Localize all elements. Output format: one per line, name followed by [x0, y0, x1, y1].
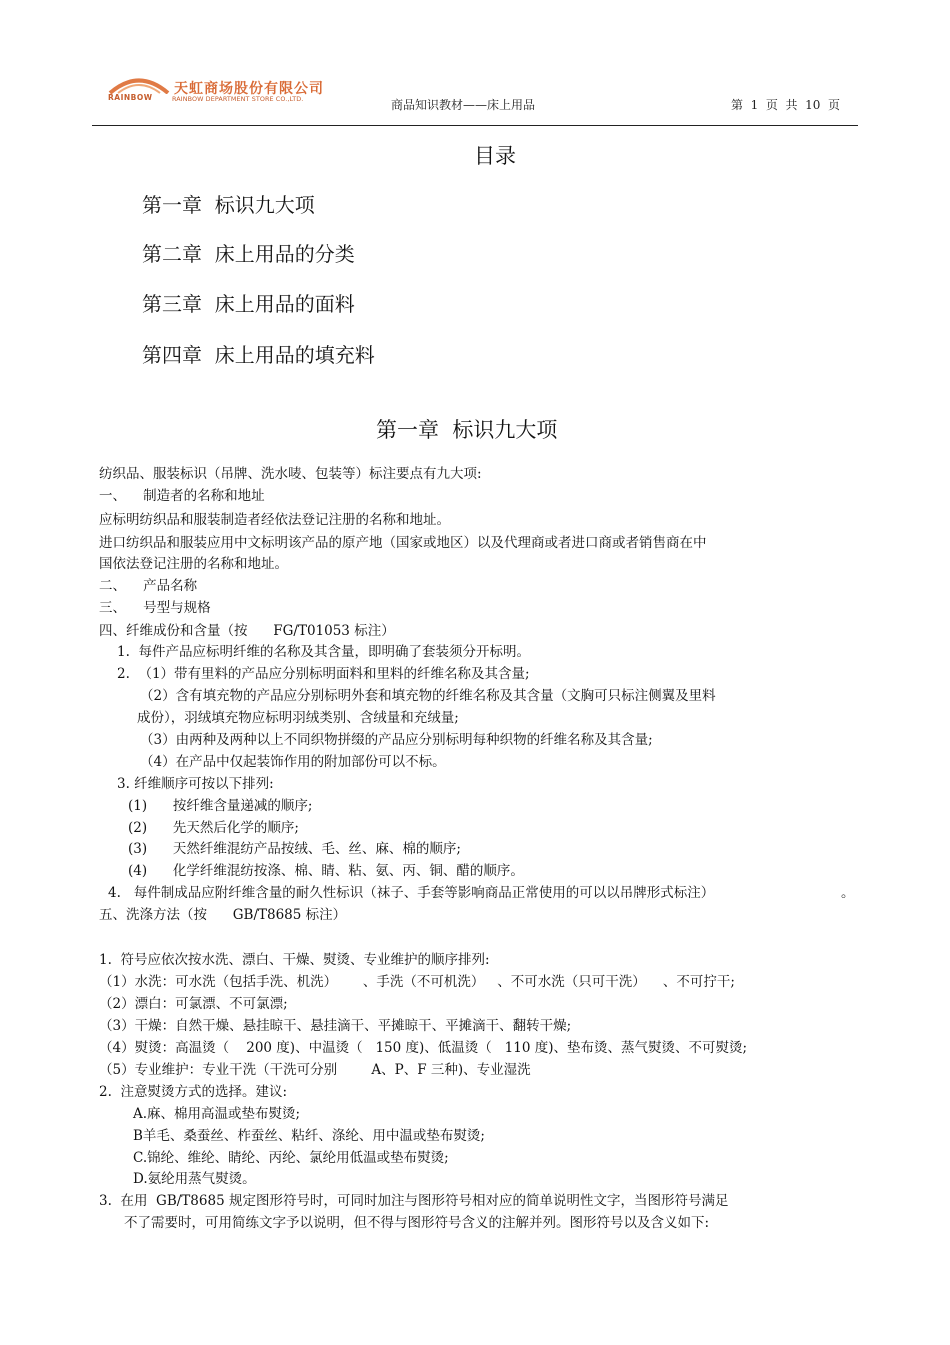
section-heading: 五、洗涤方法（按 GB/T8685 标注）	[99, 907, 347, 923]
list-item: （1）水洗：可水洗（包括手洗、机洗） 、手洗（不可机洗） 、不可水洗（只可干洗） 、不可拧干;	[99, 974, 735, 990]
section-heading: 三、 号型与规格	[99, 600, 211, 616]
list-item: (2) 先天然后化学的顺序;	[128, 820, 299, 836]
toc-item: 第四章 床上用品的填充料	[142, 343, 375, 367]
list-item: 3. 纤维顺序可按以下排列:	[117, 776, 274, 792]
list-item: 2. （1）带有里料的产品应分别标明面料和里料的纤维名称及其含量;	[117, 666, 530, 682]
list-item: A.麻、棉用高温或垫布熨烫;	[133, 1106, 301, 1122]
body-line: 进口纺织品和服装应用中文标明该产品的原产地（国家或地区）以及代理商或者进口商或者销售商在中	[99, 535, 707, 551]
list-item: （5）专业维护：专业干洗（干洗可分别 A、P、F 三种)、专业湿洗	[99, 1062, 531, 1078]
rainbow-arc-icon	[106, 74, 172, 94]
list-item: (4) 化学纤维混纺按涤、棉、睛、粘、氨、丙、铜、醋的顺序。	[128, 863, 524, 879]
header-divider	[92, 125, 858, 126]
trailing-period: 。	[841, 885, 855, 901]
list-item: （2）漂白：可氯漂、不可氯漂;	[99, 996, 288, 1012]
logo-company-name-cn: 天虹商场股份有限公司	[174, 81, 324, 97]
section-heading: 二、 产品名称	[99, 578, 198, 594]
list-item: （4）在产品中仅起装饰作用的附加部份可以不标。	[140, 754, 446, 770]
chapter-title: 第一章 标识九大项	[376, 418, 558, 442]
toc-item: 第二章 床上用品的分类	[142, 242, 355, 266]
list-item: （3）干燥：自然干燥、悬挂晾干、悬挂滴干、平摊晾干、平摊滴干、翻转干燥;	[99, 1018, 572, 1034]
list-item: 1. 每件产品应标明纤维的名称及其含量，即明确了套装须分开标明。	[117, 644, 530, 660]
toc-item: 第三章 床上用品的面料	[142, 292, 355, 316]
toc-item: 第一章 标识九大项	[142, 193, 315, 217]
body-line: 纺织品、服装标识（吊牌、洗水唛、包装等）标注要点有九大项:	[99, 466, 482, 482]
list-item: (3) 天然纤维混纺产品按绒、毛、丝、麻、棉的顺序;	[128, 841, 461, 857]
list-item: 2. 注意熨烫方式的选择。建议:	[99, 1084, 288, 1100]
list-item: 1. 符号应依次按水洗、漂白、干燥、熨烫、专业维护的顺序排列:	[99, 952, 490, 968]
list-item: （3）由两种及两种以上不同织物拼缀的产品应分别标明每种织物的纤维名称及其含量;	[140, 732, 653, 748]
logo-company-name-en: RAINBOW DEPARTMENT STORE CO.,LTD.	[172, 95, 304, 103]
list-item: 成份），羽绒填充物应标明羽绒类别、含绒量和充绒量;	[137, 710, 459, 726]
body-line: 国依法登记注册的名称和地址。	[99, 556, 288, 572]
page-number: 第 1 页 共 10 页	[731, 98, 841, 112]
list-item: 3. 在用 GB/T8685 规定图形符号时，可同时加注与图形符号相对应的简单说明性文字，当图形符号满足	[99, 1193, 729, 1209]
list-item: (1) 按纤维含量递减的顺序;	[128, 798, 313, 814]
logo-brand-en: RAINBOW	[108, 93, 153, 102]
list-item: D.氨纶用蒸气熨烫。	[133, 1171, 256, 1187]
list-item: C.锦纶、维纶、睛纶、丙纶、氯纶用低温或垫布熨烫;	[133, 1150, 449, 1166]
section-heading: 四、纤维成份和含量（按 FG/T01053 标注）	[99, 623, 395, 639]
list-item: 不了需要时，可用简练文字予以说明，但不得与图形符号含义的注解并列。图形符号以及含义如下:	[124, 1215, 710, 1231]
doc-title: 商品知识教材——床上用品	[391, 98, 536, 112]
body-line: 应标明纺织品和服装制造者经依法登记注册的名称和地址。	[99, 512, 450, 528]
list-item: 4. 每件制成品应附纤维含量的耐久性标识（袜子、手套等影响商品正常使用的可以以吊牌形式标注）	[108, 885, 715, 901]
list-item: （2）含有填充物的产品应分别标明外套和填充物的纤维名称及其含量（文胸可只标注侧翼及里料	[140, 688, 716, 704]
list-item: （4）熨烫：高温烫（ 200 度)、中温烫（ 150 度)、低温烫（ 110 度)、垫布烫、蒸气熨烫、不可熨烫;	[99, 1040, 748, 1056]
company-logo	[104, 74, 344, 108]
toc-title: 目录	[474, 144, 516, 168]
list-item: B羊毛、桑蚕丝、柞蚕丝、粘纤、涤纶、用中温或垫布熨烫;	[133, 1128, 485, 1144]
section-heading: 一、 制造者的名称和地址	[99, 488, 265, 504]
